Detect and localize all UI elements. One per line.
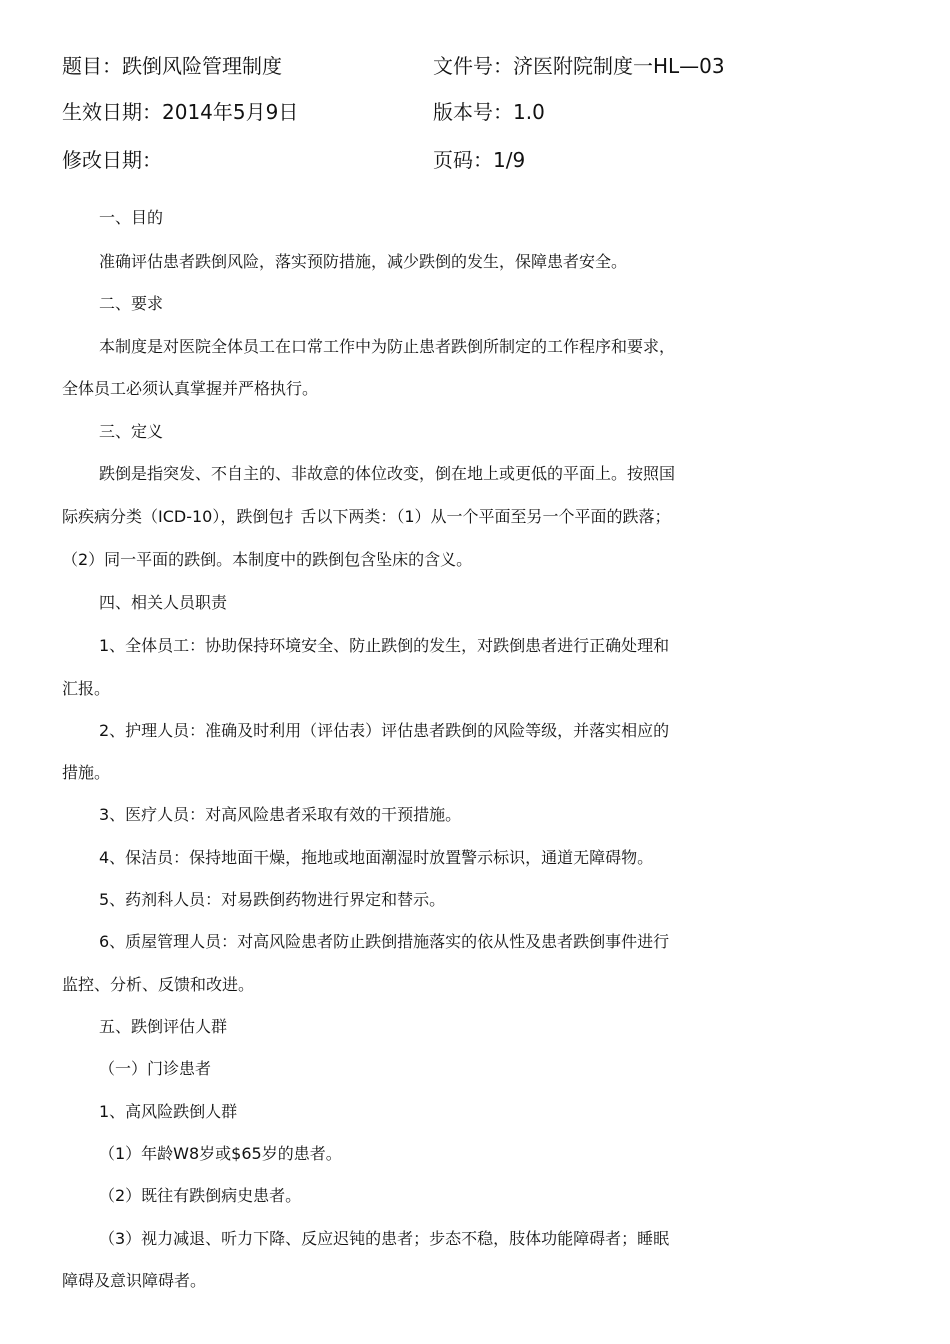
list-item: 4、保洁员：保持地面干燥，拖地或地面潮湿时放置警示标识，通道无障碍物。	[99, 848, 654, 867]
list-item-continuation: 汇报。	[62, 679, 111, 698]
list-item-continuation: 监控、分析、反馈和改进。	[62, 975, 255, 994]
paragraph-line: 全体员工必须认真掌握并严格执行。	[62, 379, 319, 398]
header-effective-date: 生效日期：2014年5月9日	[62, 100, 299, 124]
section-heading-requirements: 二、要求	[99, 294, 164, 313]
list-item: 2、护理人员：准确及时利用（评估表）评估患者跌倒的风险等级，并落实相应的	[99, 721, 670, 740]
list-item: （2）既往有跌倒病史患者。	[99, 1186, 302, 1205]
header-title: 题目：跌倒风险管理制度	[62, 54, 282, 78]
paragraph-line: 际疾病分类（ICD-10），跌倒包扌舌以下两类：（1）从一个平面至另一个平面的跌落；	[62, 507, 671, 526]
list-item: 6、质屋管理人员：对高风险患者防止跌倒措施落实的依从性及患者跌倒事件进行	[99, 932, 670, 951]
header-doc-number: 文件号：济医附院制度一HL—03	[433, 54, 725, 78]
paragraph-line: 跌倒是指突发、不自主的、非故意的体位改变，倒在地上或更低的平面上。按照国	[99, 464, 676, 483]
list-item: 1、全体员工：协助保持环境安全、防止跌倒的发生，对跌倒患者进行正确处理和	[99, 636, 670, 655]
header-version: 版本号：1.0	[433, 100, 545, 124]
list-item-continuation: 措施。	[62, 763, 111, 782]
paragraph-line: （2）同一平面的跌倒。本制度中的跌倒包含坠床的含义。	[62, 550, 473, 569]
section-heading-purpose: 一、目的	[99, 208, 164, 227]
list-item: （1）年龄W8岁或$65岁的患者。	[99, 1144, 342, 1163]
section-heading-responsibilities: 四、相关人员职责	[99, 593, 228, 612]
paragraph-line: 准确评估患者跌倒风险，落实预防措施，减少跌倒的发生，保障患者安全。	[99, 252, 628, 271]
paragraph-line: 本制度是对医院全体员工在口常工作中为防止患者跌倒所制定的工作程序和要求，	[99, 337, 676, 356]
subsection-heading-high-risk: 1、高风险跌倒人群	[99, 1102, 238, 1121]
list-item-continuation: 障碍及意识障碍者。	[62, 1271, 207, 1290]
list-item: 5、药剂科人员：对易跌倒药物进行界定和替示。	[99, 890, 446, 909]
section-heading-definition: 三、定义	[99, 422, 164, 441]
header-page-number: 页码：1/9	[433, 148, 526, 172]
section-heading-assessment: 五、跌倒评估人群	[99, 1017, 228, 1036]
list-item: 3、医疗人员：对高风险患者采取有效的干预措施。	[99, 805, 462, 824]
list-item: （3）视力减退、听力下降、反应迟钝的患者；步态不稳，肢体功能障碍者；睡眠	[99, 1229, 670, 1248]
header-modified-date: 修改日期：	[62, 148, 162, 172]
subsection-heading-outpatients: （一）门诊患者	[99, 1059, 212, 1078]
